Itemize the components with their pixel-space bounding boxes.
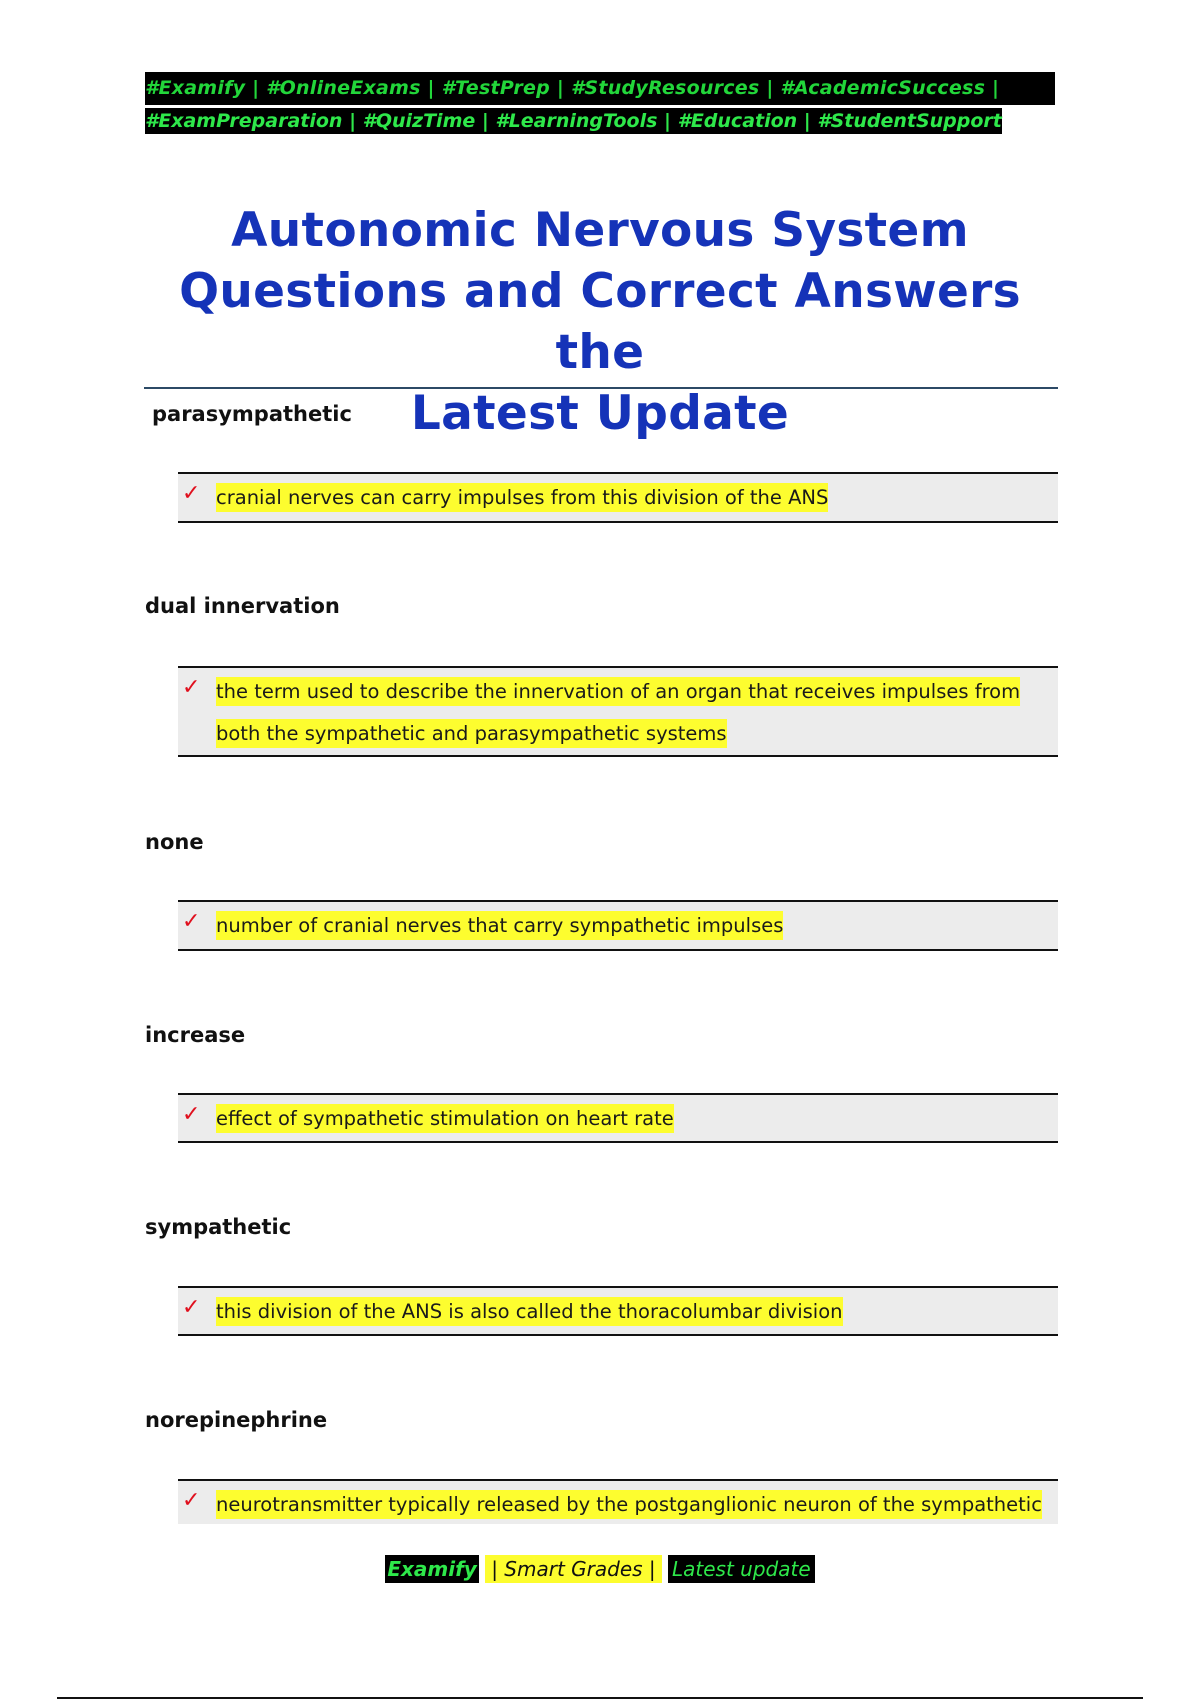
term-parasympathetic: parasympathetic (152, 402, 352, 426)
answer-box (178, 666, 1058, 757)
title-line-2: Questions and Correct Answers the (179, 264, 1021, 380)
answer-text: this division of the ANS is also called the thoracolumbar division (216, 1297, 843, 1326)
page-bottom-rule (57, 1697, 1143, 1699)
checkmark-icon: ✓ (182, 481, 201, 506)
footer-tail: Latest update (668, 1555, 815, 1583)
answer-box (178, 1286, 1058, 1336)
hashtag-line-1: #Examify | #OnlineExams | #TestPrep | #StudyResources | #AcademicSuccess | (145, 72, 1055, 105)
checkmark-icon: ✓ (182, 675, 201, 700)
term-norepinephrine: norepinephrine (145, 1408, 328, 1432)
footer-middle: | Smart Grades | (485, 1555, 661, 1583)
checkmark-icon: ✓ (182, 1488, 201, 1513)
hashtag-header (145, 72, 1055, 138)
answer-box (178, 472, 1058, 523)
checkmark-icon: ✓ (182, 1295, 201, 1320)
hashtag-line-2: #ExamPreparation | #QuizTime | #LearningTools | #Education | #StudentSupport (145, 110, 1002, 132)
title-line-3: Latest Update (410, 386, 790, 441)
answer-box (178, 1093, 1058, 1143)
term-none: none (145, 830, 204, 854)
term-increase: increase (145, 1023, 246, 1047)
title-divider (144, 387, 1058, 389)
answer-text: the term used to describe the innervation of an organ that receives impulses from both the sympathetic and parasympathetic systems (216, 677, 1020, 748)
page-footer (0, 1554, 1200, 1584)
answer-box (178, 900, 1058, 951)
answer-box (178, 1479, 1058, 1524)
term-sympathetic: sympathetic (145, 1215, 292, 1239)
answer-text: effect of sympathetic stimulation on heart rate (216, 1104, 674, 1133)
answer-text: number of cranial nerves that carry sympathetic impulses (216, 911, 783, 940)
footer-brand: Examify (387, 1557, 477, 1581)
checkmark-icon: ✓ (182, 1102, 201, 1127)
checkmark-icon: ✓ (182, 909, 201, 934)
answer-text: neurotransmitter typically released by the postganglionic neuron of the sympathetic (216, 1490, 1042, 1519)
answer-text: cranial nerves can carry impulses from this division of the ANS (216, 483, 828, 512)
title-line-1: Autonomic Nervous System (231, 203, 969, 258)
term-dual-innervation: dual innervation (145, 594, 340, 618)
